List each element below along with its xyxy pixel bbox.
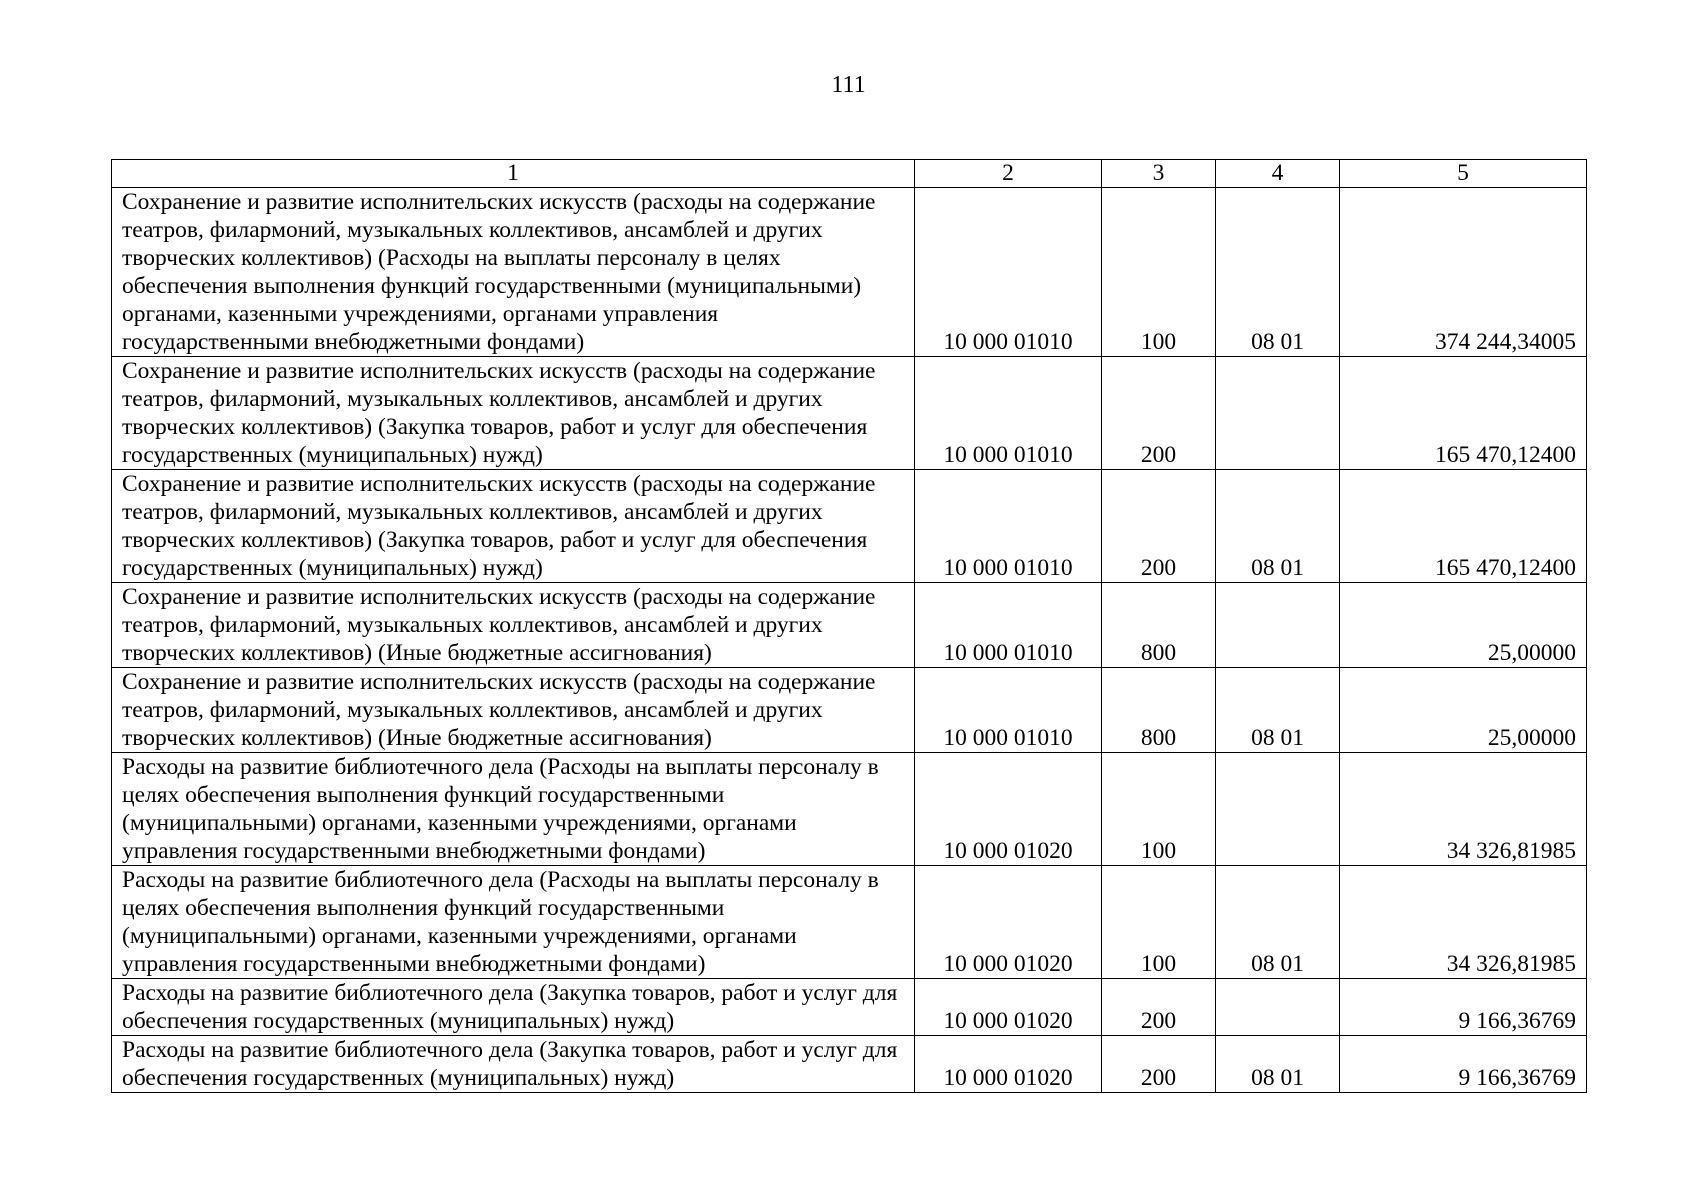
row-expense-type: 200 xyxy=(1102,470,1216,583)
table-row xyxy=(112,583,1587,668)
row-target-article: 10 000 01020 xyxy=(915,866,1102,979)
row-target-article: 10 000 01020 xyxy=(915,753,1102,866)
row-amount: 9 166,36769 xyxy=(1340,1036,1587,1093)
row-section: 08 01 xyxy=(1216,1036,1340,1093)
table-row xyxy=(112,668,1587,753)
budget-table xyxy=(111,159,1587,1093)
row-description: Расходы на развитие библиотечного дела (Расходы на выплаты персоналу в целях обеспечения выполнения функций государственными (муниципальными) органами, казенными учреждениями, органами управления государственными внебюджетными фондами) xyxy=(112,866,915,979)
table-row xyxy=(112,470,1587,583)
row-amount: 25,00000 xyxy=(1340,668,1587,753)
row-target-article: 10 000 01010 xyxy=(915,583,1102,668)
row-amount: 34 326,81985 xyxy=(1340,753,1587,866)
row-expense-type: 100 xyxy=(1102,188,1216,357)
row-expense-type: 800 xyxy=(1102,668,1216,753)
row-amount: 165 470,12400 xyxy=(1340,470,1587,583)
row-section: 08 01 xyxy=(1216,470,1340,583)
row-expense-type: 200 xyxy=(1102,1036,1216,1093)
row-amount: 25,00000 xyxy=(1340,583,1587,668)
row-amount: 374 244,34005 xyxy=(1340,188,1587,357)
row-amount: 34 326,81985 xyxy=(1340,866,1587,979)
row-section xyxy=(1216,979,1340,1036)
row-target-article: 10 000 01020 xyxy=(915,1036,1102,1093)
header-col-4: 4 xyxy=(1216,160,1340,188)
row-target-article: 10 000 01010 xyxy=(915,357,1102,470)
table-row xyxy=(112,1036,1587,1093)
table-row xyxy=(112,753,1587,866)
row-description: Расходы на развитие библиотечного дела (Закупка товаров, работ и услуг для обеспечения государственных (муниципальных) нужд) xyxy=(112,979,915,1036)
row-expense-type: 200 xyxy=(1102,357,1216,470)
row-target-article: 10 000 01020 xyxy=(915,979,1102,1036)
table-row xyxy=(112,357,1587,470)
row-expense-type: 100 xyxy=(1102,866,1216,979)
row-section: 08 01 xyxy=(1216,668,1340,753)
row-section: 08 01 xyxy=(1216,188,1340,357)
row-amount: 165 470,12400 xyxy=(1340,357,1587,470)
row-amount: 9 166,36769 xyxy=(1340,979,1587,1036)
table-row xyxy=(112,188,1587,357)
header-col-2: 2 xyxy=(915,160,1102,188)
header-col-5: 5 xyxy=(1340,160,1587,188)
header-col-3: 3 xyxy=(1102,160,1216,188)
row-description: Расходы на развитие библиотечного дела (Расходы на выплаты персоналу в целях обеспечения выполнения функций государственными (муниципальными) органами, казенными учреждениями, органами управления государственными внебюджетными фондами) xyxy=(112,753,915,866)
header-row xyxy=(112,160,1587,188)
row-expense-type: 200 xyxy=(1102,979,1216,1036)
page-number: 111 xyxy=(831,72,866,98)
row-section xyxy=(1216,357,1340,470)
row-section xyxy=(1216,753,1340,866)
row-description: Сохранение и развитие исполнительских искусств (расходы на содержание театров, филармоний, музыкальных коллективов, ансамблей и других творческих коллективов) (Закупка товаров, работ и услуг для обеспечения государственных (муниципальных) нужд) xyxy=(112,470,915,583)
row-target-article: 10 000 01010 xyxy=(915,470,1102,583)
row-section: 08 01 xyxy=(1216,866,1340,979)
table-row xyxy=(112,979,1587,1036)
row-description: Сохранение и развитие исполнительских искусств (расходы на содержание театров, филармоний, музыкальных коллективов, ансамблей и других творческих коллективов) (Иные бюджетные ассигнования) xyxy=(112,583,915,668)
row-section xyxy=(1216,583,1340,668)
row-target-article: 10 000 01010 xyxy=(915,188,1102,357)
row-description: Сохранение и развитие исполнительских искусств (расходы на содержание театров, филармоний, музыкальных коллективов, ансамблей и других творческих коллективов) (Закупка товаров, работ и услуг для обеспечения государственных (муниципальных) нужд) xyxy=(112,357,915,470)
row-expense-type: 800 xyxy=(1102,583,1216,668)
table-row xyxy=(112,866,1587,979)
row-target-article: 10 000 01010 xyxy=(915,668,1102,753)
row-expense-type: 100 xyxy=(1102,753,1216,866)
row-description: Сохранение и развитие исполнительских искусств (расходы на содержание театров, филармоний, музыкальных коллективов, ансамблей и других творческих коллективов) (Расходы на выплаты персоналу в целях обеспечения выполнения функций государственными (муниципальными) органами, казенными учреждениями, органами управления государственными внебюджетными фондами) xyxy=(112,188,915,357)
header-col-1: 1 xyxy=(112,160,915,188)
row-description: Расходы на развитие библиотечного дела (Закупка товаров, работ и услуг для обеспечения государственных (муниципальных) нужд) xyxy=(112,1036,915,1093)
row-description: Сохранение и развитие исполнительских искусств (расходы на содержание театров, филармоний, музыкальных коллективов, ансамблей и других творческих коллективов) (Иные бюджетные ассигнования) xyxy=(112,668,915,753)
